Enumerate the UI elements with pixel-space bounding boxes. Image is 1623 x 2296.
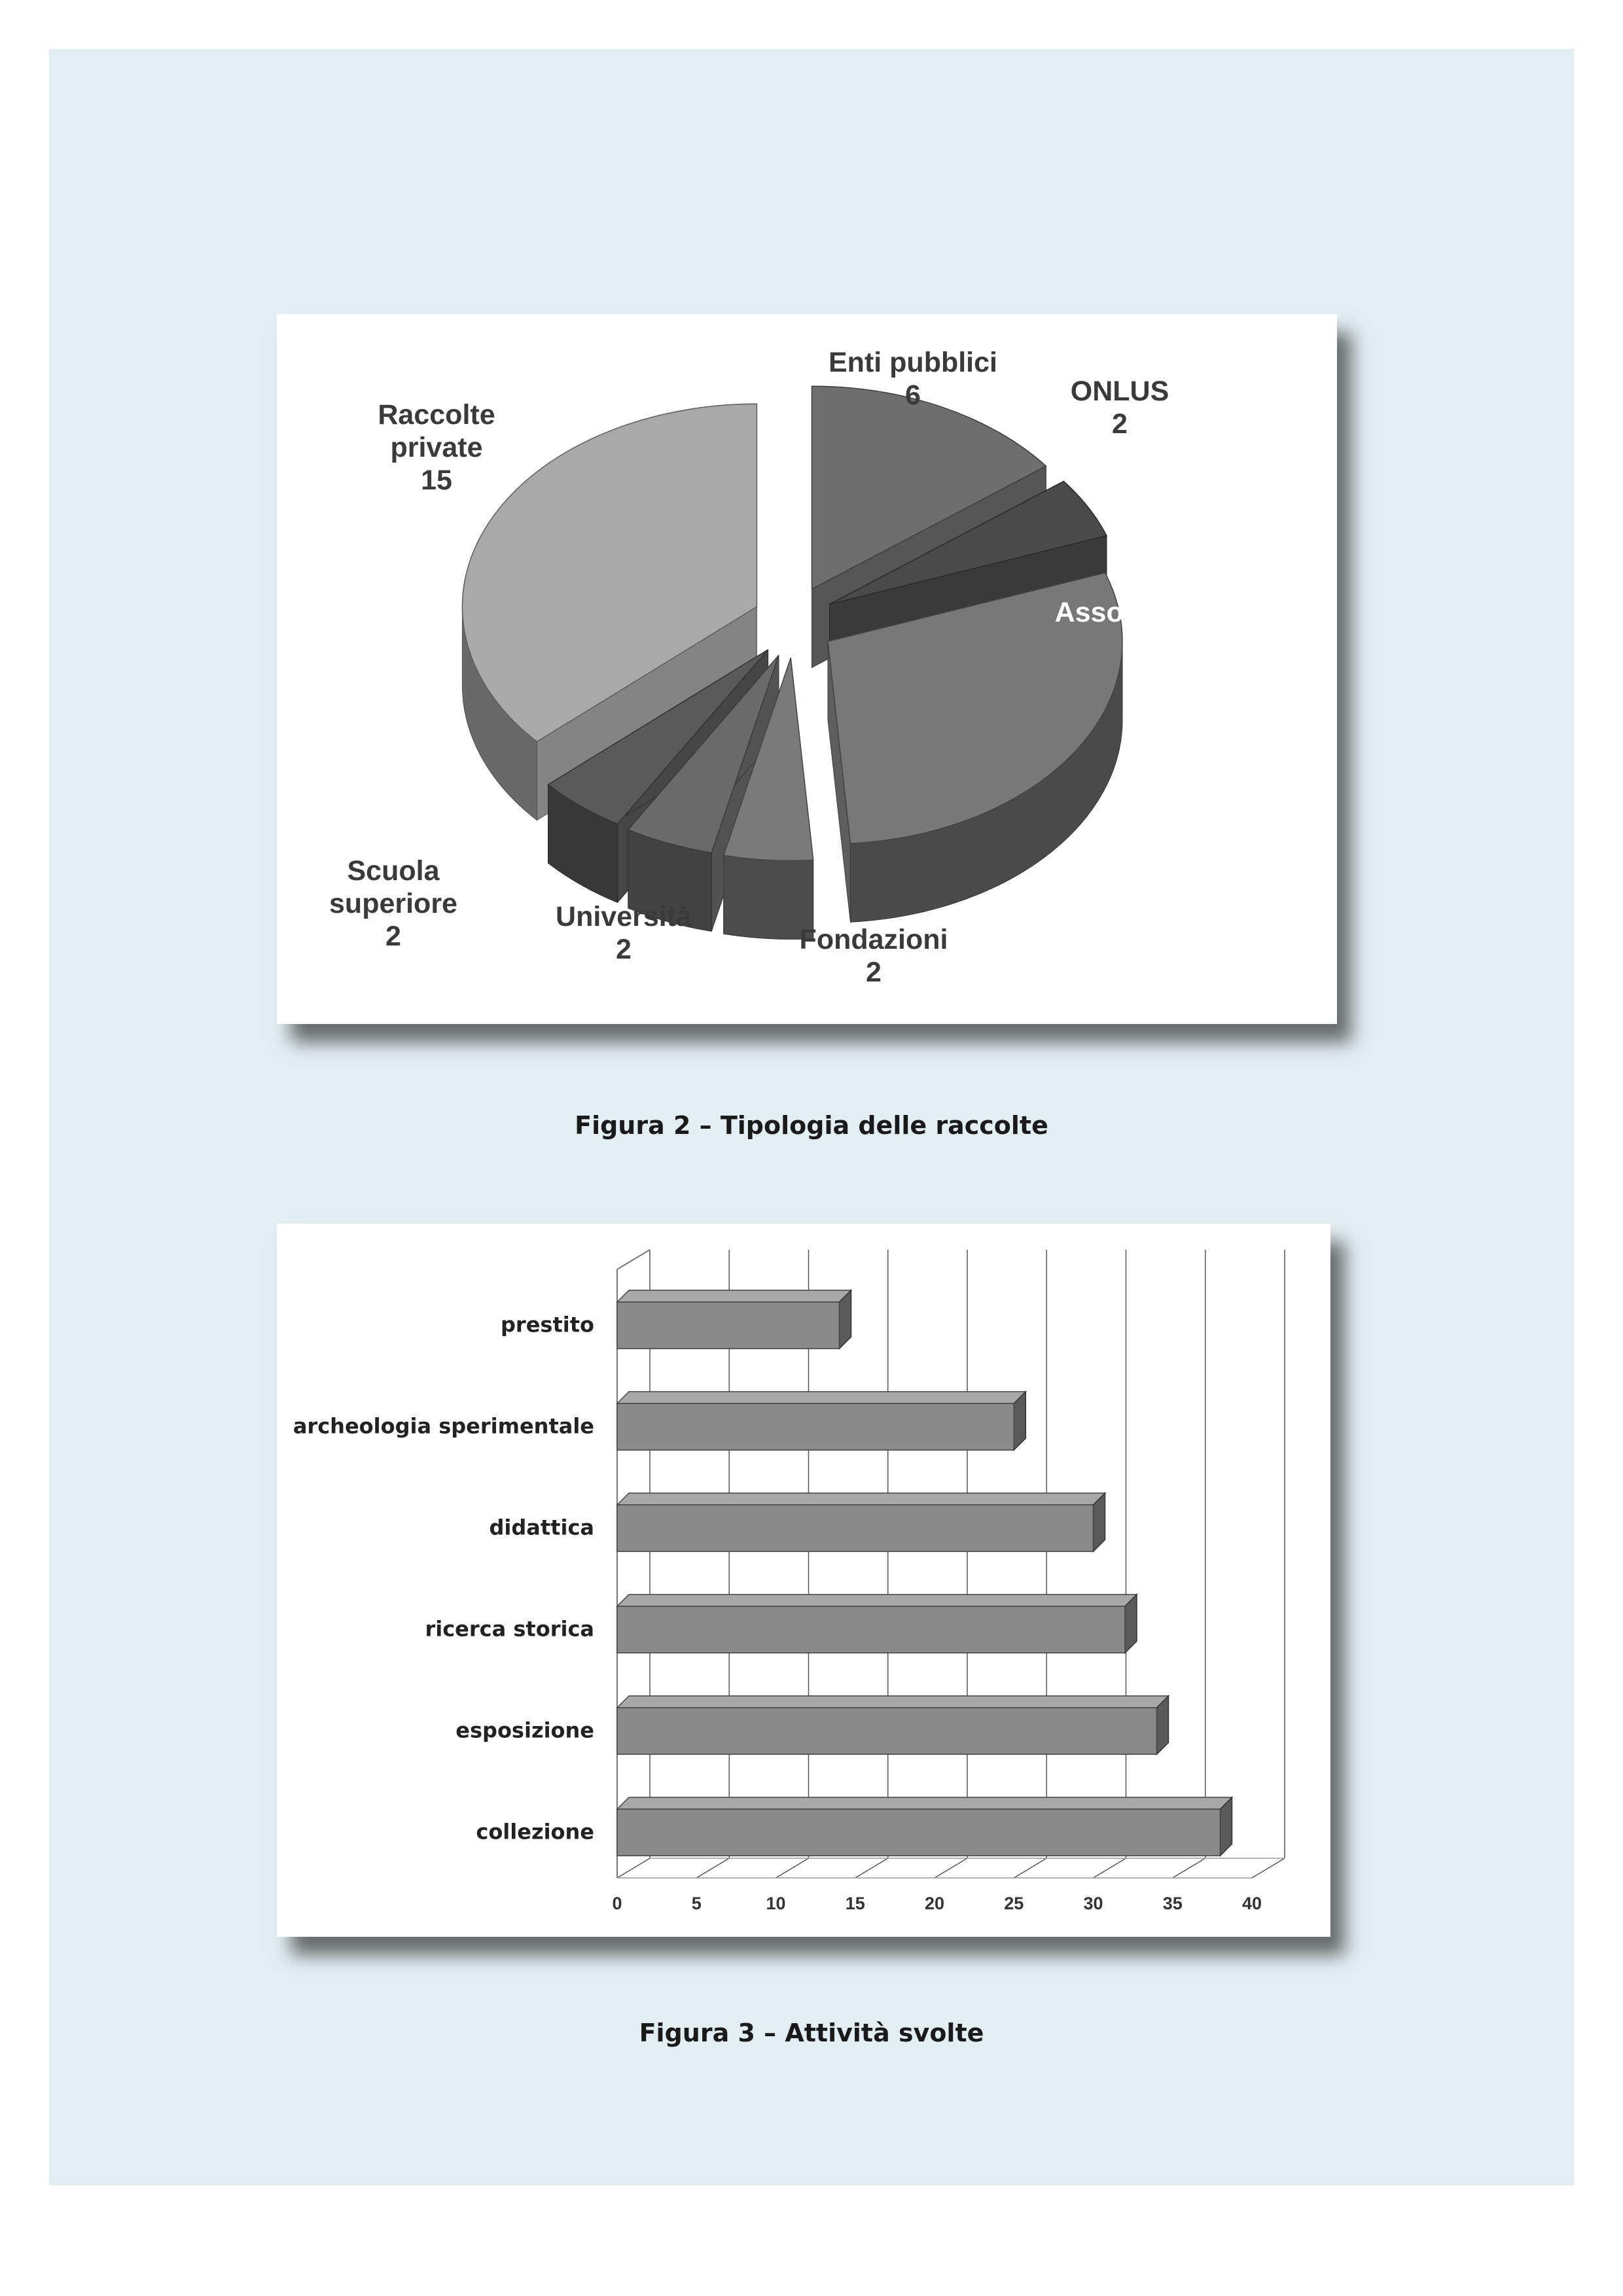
x-tick-label: 0 — [612, 1894, 622, 1913]
figure-2-caption: Figura 2 – Tipologia delle raccolte — [575, 1111, 1048, 1140]
pie-label-text: Fondazioni — [799, 924, 948, 955]
pie-value-text: 2 — [616, 934, 632, 965]
pie-value-text: 15 — [421, 465, 452, 496]
category-label-esposizione: esposizione — [455, 1718, 594, 1743]
category-label-prestito: prestito — [501, 1312, 594, 1337]
pie-label-text: superiore — [329, 888, 457, 919]
figure-3-caption: Figura 3 – Attività svolte — [639, 2019, 984, 2047]
pie-label-text: Enti pubblici — [829, 347, 997, 378]
pie-value-text: 6 — [905, 380, 921, 411]
x-axis-ticks — [612, 1894, 1262, 1913]
pie-label-text: ONLUS — [1070, 376, 1169, 407]
pie-label-scuola-superiore — [385, 921, 401, 952]
pie-label-text: Università — [556, 901, 692, 932]
x-tick-label: 25 — [1004, 1894, 1024, 1913]
category-label-collezione: collezione — [476, 1819, 594, 1845]
bar-collezione — [617, 1797, 1232, 1856]
bars — [617, 1290, 1232, 1856]
pie-label-onlus — [1112, 408, 1128, 440]
bar-chart-figure — [277, 1224, 1330, 1937]
x-tick-label: 40 — [1241, 1894, 1262, 1913]
x-tick-label: 5 — [691, 1894, 702, 1913]
pie-label-enti-pubblici — [905, 380, 921, 411]
pie-chart-figure — [277, 314, 1337, 1024]
pie-chart — [277, 314, 1337, 1024]
pie-label-fondazioni — [866, 957, 882, 988]
pie-value-text: 2 — [1112, 408, 1128, 440]
x-tick-label: 20 — [924, 1894, 945, 1913]
bar-archeologia-sperimentale — [617, 1392, 1026, 1450]
pie-label-text: private — [390, 432, 483, 463]
bar-ricerca-storica — [617, 1595, 1137, 1653]
x-tick-label: 10 — [766, 1894, 786, 1913]
bar-prestito — [617, 1290, 851, 1349]
category-label-ricerca-storica: ricerca storica — [425, 1616, 594, 1642]
bar-esposizione — [617, 1696, 1169, 1754]
category-label-didattica: didattica — [489, 1515, 594, 1540]
pie-label-text: Scuola — [347, 855, 440, 887]
pie-value-text: 2 — [385, 921, 401, 952]
x-tick-label: 30 — [1083, 1894, 1103, 1913]
pie-label-associazioni — [1125, 629, 1156, 661]
pie-label-raccolte-private — [421, 465, 452, 496]
pie-value-text: 2 — [866, 957, 882, 988]
bar-didattica — [617, 1493, 1105, 1551]
pie-value-text: 12 — [1125, 629, 1156, 661]
x-tick-label: 35 — [1162, 1894, 1183, 1913]
bar-chart — [277, 1224, 1330, 1937]
pie-label-text: Raccolte — [378, 399, 495, 431]
pie-label-universita — [616, 934, 632, 965]
pie-label-text: Associazioni — [1054, 597, 1227, 628]
category-label-archeologia-sperimentale: archeologia sperimentale — [293, 1413, 594, 1439]
x-tick-label: 15 — [845, 1894, 865, 1913]
